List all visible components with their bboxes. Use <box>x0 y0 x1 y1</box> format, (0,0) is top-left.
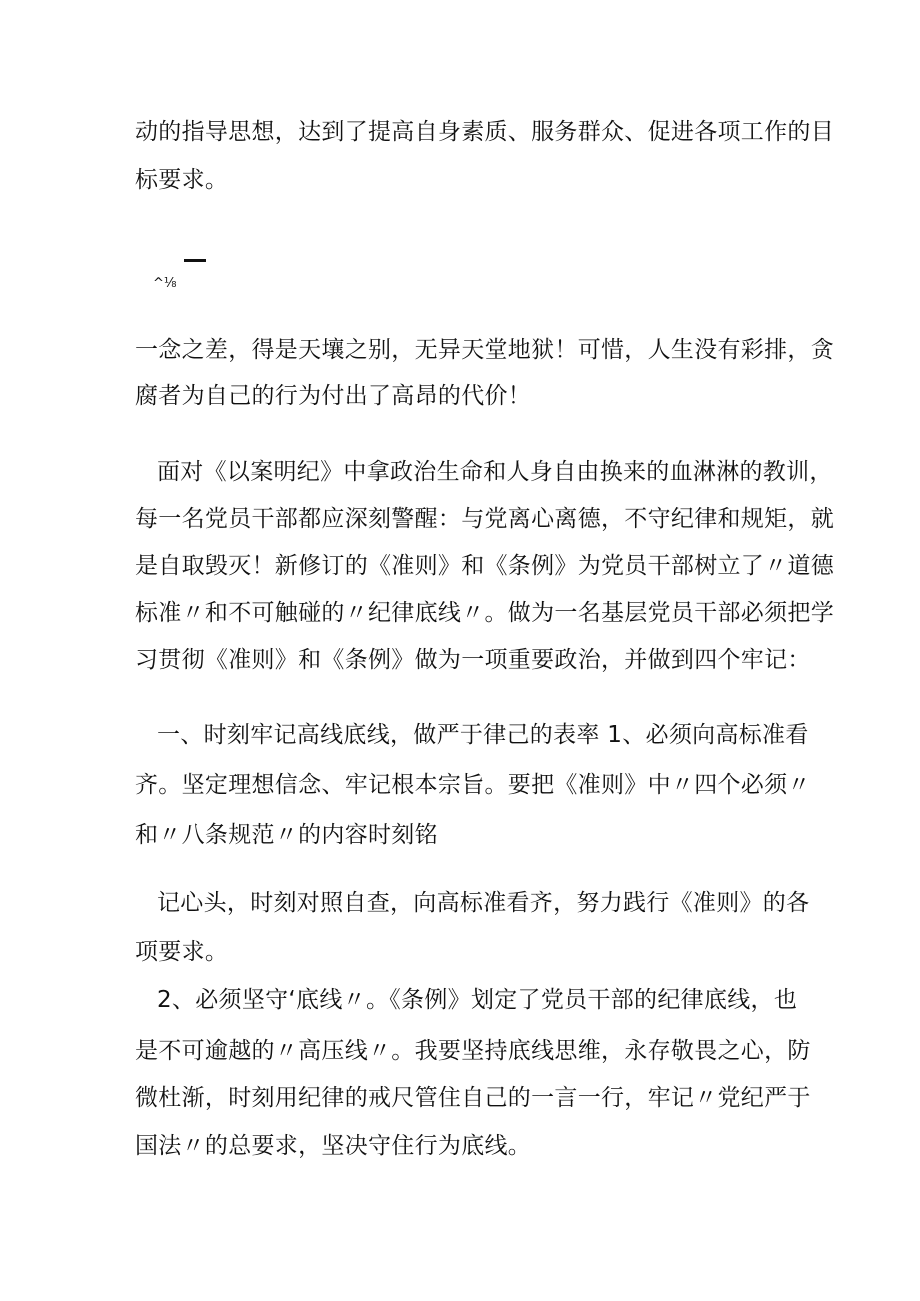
paragraph-2-line-5: 习贯彻《准则》和《条例》做为一项重要政治，并做到四个牢记： <box>135 647 811 673</box>
paragraph-3-line-1: 一、时刻牢记高线底线，做严于律己的表率 1、必须向高标准看 <box>157 722 809 748</box>
paragraph-3-line-2: 齐。坚定理想信念、牢记根本宗旨。要把《准则》中〃四个必须〃 <box>135 772 811 798</box>
paragraph-2-line-2: 每一名党员干部都应深刻警醒：与党离心离德，不守纪律和规矩，就 <box>135 506 834 532</box>
intro-line-1: 动的指导思想，达到了提高自身素质、服务群众、促进各项工作的目 <box>135 119 834 145</box>
paragraph-2-line-3: 是自取毁灭！新修订的《准则》和《条例》为党员干部树立了〃道德 <box>135 553 834 579</box>
paragraph-4-line-1: 记心头，时刻对照自查，向高标准看齐，努力践行《准则》的各 <box>157 890 810 916</box>
paragraph-5-line-3: 微杜渐，时刻用纪律的戒尺管住自己的一言一行，牢记〃党纪严于 <box>135 1085 811 1111</box>
paragraph-3-line-3: 和〃八条规范〃的内容时刻铭 <box>135 822 438 848</box>
paragraph-1-line-2: 腐者为自己的行为付出了高昂的代价！ <box>135 383 532 409</box>
paragraph-2-line-4: 标准〃和不可触碰的〃纪律底线〃。做为一名基层党员干部必须把学 <box>135 600 834 626</box>
paragraph-2-line-1: 面对《以案明纪》中拿政治生命和人身自由换来的血淋淋的教训， <box>157 459 833 485</box>
section-dash-mark <box>184 259 206 262</box>
paragraph-5-line-4: 国法〃的总要求，坚决守住行为底线。 <box>135 1133 532 1159</box>
paragraph-1-line-1: 一念之差，得是天壤之别，无异天堂地狱！可惜，人生没有彩排，贪 <box>135 337 834 363</box>
intro-line-2: 标要求。 <box>135 167 229 193</box>
paragraph-5-line-1: 2、必须坚守‘底线〃。《条例》划定了党员干部的纪律底线，也 <box>157 987 798 1013</box>
paragraph-5-line-2: 是不可逾越的〃高压线〃。我要坚持底线思维，永存敬畏之心，防 <box>135 1038 811 1064</box>
section-small-mark: ^⅛ <box>153 276 177 291</box>
paragraph-4-line-2: 项要求。 <box>135 939 229 965</box>
